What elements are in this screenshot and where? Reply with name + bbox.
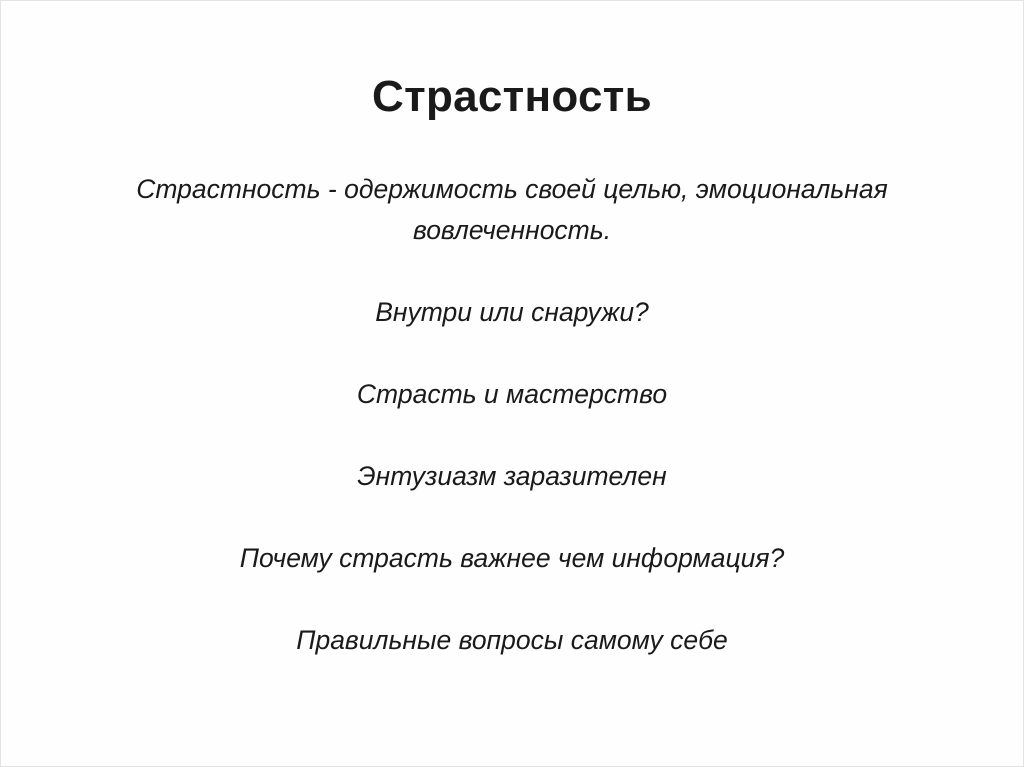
slide-body	[61, 169, 963, 661]
right-questions-to-self: Правильные вопросы самому себе	[296, 625, 728, 655]
enthusiasm-contagious: Энтузиазм заразителен	[357, 461, 667, 491]
passion-and-mastery: Страсть и мастерство	[356, 379, 668, 409]
definition-paragraph: Страстность - одержимость своей целью, эмоциональная вовлеченность.	[136, 174, 888, 245]
question-inside-outside: Внутри или снаружи?	[375, 297, 649, 327]
slide-title: Страстность	[372, 72, 652, 121]
question-passion-vs-information: Почему страсть важнее чем информация?	[239, 543, 785, 573]
